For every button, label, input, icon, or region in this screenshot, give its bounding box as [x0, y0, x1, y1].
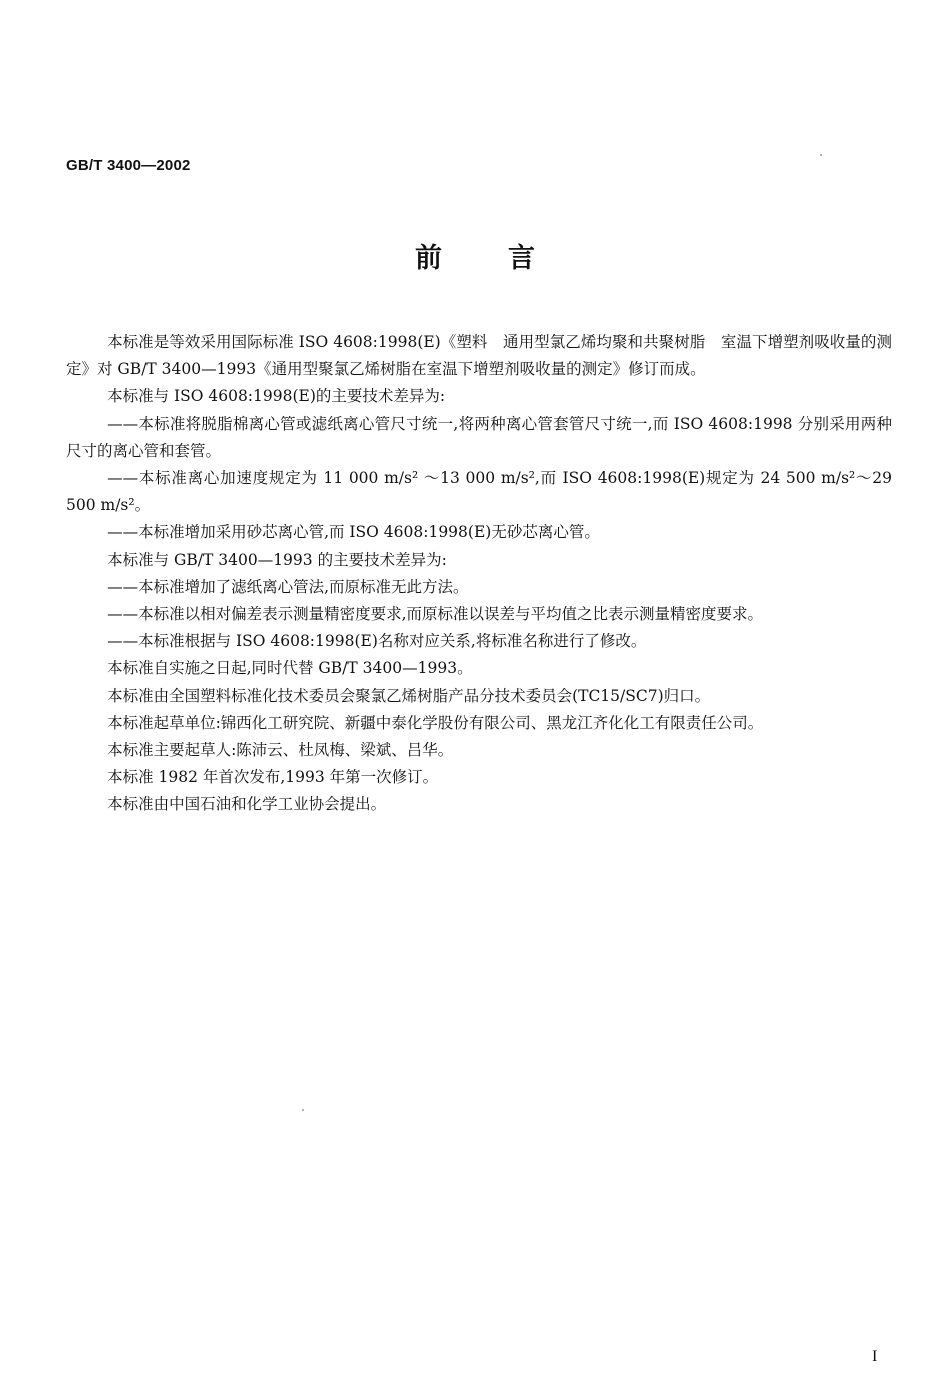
- foreword-body: [66, 329, 892, 819]
- paragraph-gbt-diff-filter-paper: ——本标准增加了滤纸离心管法,而原标准无此方法。: [107, 577, 469, 596]
- paragraph-gbt-diff-precision: ——本标准以相对偏差表示测量精密度要求,而原标准以误差与平均值之比表示测量精密度要求。: [107, 605, 763, 624]
- paragraph-iso-diff-sand-core: ——本标准增加采用砂芯离心管,而 ISO 4608:1998(E)无砂芯离心管。: [107, 523, 600, 542]
- paragraph-proposer: 本标准由中国石油和化学工业协会提出。: [107, 795, 387, 814]
- paragraph-drafting-units: 本标准起草单位:锦西化工研究院、新疆中泰化学股份有限公司、黑龙江齐化化工有限责任公司。: [107, 713, 764, 732]
- standard-code: GB/T 3400—2002: [66, 157, 191, 174]
- scan-speck: [302, 1109, 304, 1111]
- page-number: I: [872, 1348, 878, 1365]
- paragraph-history: 本标准 1982 年首次发布,1993 年第一次修订。: [107, 768, 439, 787]
- paragraph-iso-differences-intro: 本标准与 ISO 4608:1998(E)的主要技术差异为:: [107, 387, 446, 406]
- paragraph-gbt-diff-name: ——本标准根据与 ISO 4608:1998(E)名称对应关系,将标准名称进行了修改。: [107, 632, 647, 651]
- paragraph-replacement: 本标准自实施之日起,同时代替 GB/T 3400—1993。: [107, 659, 473, 678]
- paragraph-adoption: 本标准是等效采用国际标准 ISO 4608:1998(E)《塑料 通用型氯乙烯均聚和共聚树脂 室温下增塑剂吸收量的测定》对 GB/T 3400—1993《通用型聚氯乙烯树脂在室温下增塑剂吸收量的测定》修订而成。: [66, 333, 892, 379]
- page-title: 前言: [415, 243, 601, 274]
- paragraph-iso-diff-acceleration: ——本标准离心加速度规定为 11 000 m/s² ～13 000 m/s²,而 ISO 4608:1998(E)规定为 24 500 m/s²～29 500 m/s²。: [66, 469, 892, 515]
- paragraph-gbt-differences-intro: 本标准与 GB/T 3400—1993 的主要技术差异为:: [107, 550, 447, 569]
- paragraph-drafters: 本标准主要起草人:陈沛云、杜凤梅、梁斌、吕华。: [107, 741, 454, 760]
- scan-speck: [820, 154, 822, 156]
- paragraph-committee: 本标准由全国塑料标准化技术委员会聚氯乙烯树脂产品分技术委员会(TC15/SC7)归口。: [107, 686, 711, 705]
- paragraph-iso-diff-tube-size: ——本标准将脱脂棉离心管或滤纸离心管尺寸统一,将两种离心管套管尺寸统一,而 ISO 4608:1998 分别采用两种尺寸的离心管和套管。: [66, 414, 892, 460]
